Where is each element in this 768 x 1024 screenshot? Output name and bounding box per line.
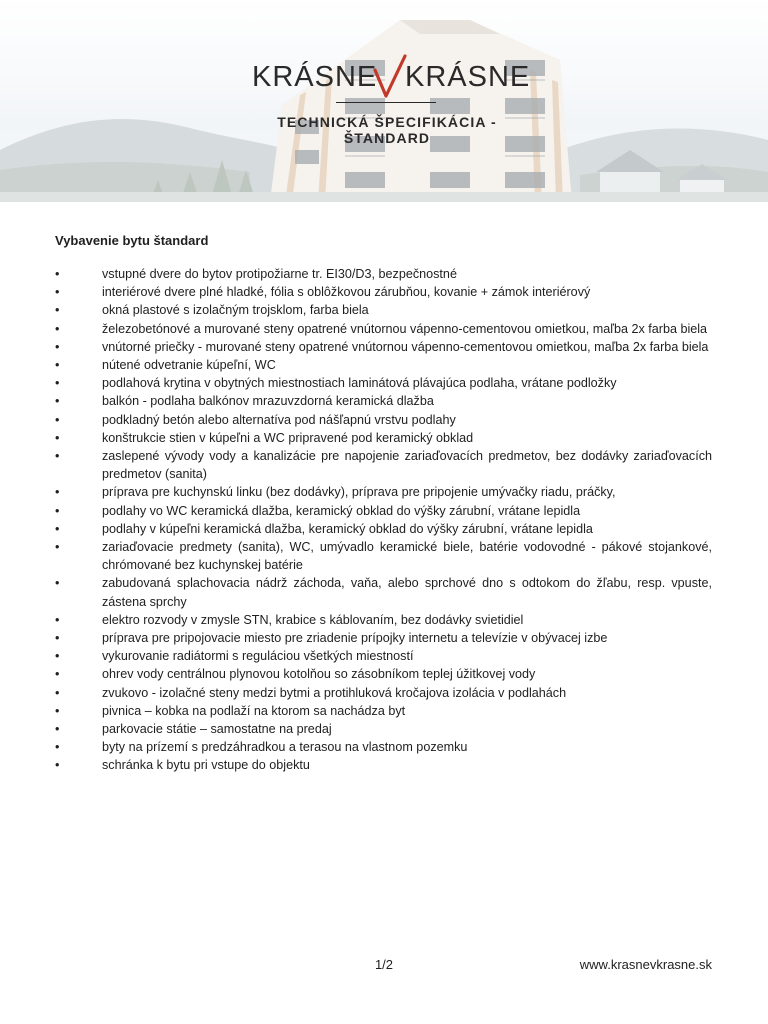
list-item-text: elektro rozvody v zmysle STN, krabice s káblovaním, bez dodávky svietidiel xyxy=(102,612,524,627)
list-item-text: podlahy v kúpeľni keramická dlažba, keramický obklad do výšky zárubní, vrátane lepidla xyxy=(102,521,593,536)
bullet-icon: • xyxy=(55,503,60,518)
bullet-icon: • xyxy=(55,649,60,664)
list-item xyxy=(55,374,712,392)
list-item xyxy=(55,265,712,283)
list-item-text: pivnica – kobka na podlaží na ktorom sa nachádza byt xyxy=(102,703,406,718)
list-item-text: konštrukcie stien v kúpeľni a WC pripravené pod keramický obklad xyxy=(102,430,474,445)
spec-section xyxy=(55,232,712,775)
list-item-text: príprava pre pripojovacie miesto pre zriadenie prípojky internetu a televízie v obývacej izbe xyxy=(102,631,608,646)
list-item xyxy=(55,447,712,483)
list-item-text: zariaďovacie predmety (sanita), WC, umývadlo keramické biele, batérie vodovodné - pákové stojankové, chrómované bez kuchynskej batérie xyxy=(102,540,712,573)
bullet-icon: • xyxy=(55,576,60,591)
bullet-icon: • xyxy=(55,540,60,555)
list-item-text: okná plastové s izolačným trojsklom, farba biela xyxy=(102,303,369,318)
list-item-text: príprava pre kuchynskú linku (bez dodávky), príprava pre pripojenie umývačky riadu, práčky, xyxy=(102,485,616,500)
bullet-icon: • xyxy=(55,667,60,682)
list-item-text: nútené odvetranie kúpeľní, WC xyxy=(102,358,276,373)
list-item xyxy=(55,665,712,683)
bullet-icon: • xyxy=(55,722,60,737)
list-item xyxy=(55,301,712,319)
list-item-text: parkovacie státie – samostatne na predaj xyxy=(102,722,332,737)
bullet-icon: • xyxy=(55,703,60,718)
list-item-text: podlahy vo WC keramická dlažba, keramický obklad do výšky zárubní, vrátane lepidla xyxy=(102,503,581,518)
document-subtitle: TECHNICKÁ ŠPECIFIKÁCIA - ŠTANDARD xyxy=(277,114,497,146)
spec-list xyxy=(55,265,712,775)
bullet-icon: • xyxy=(55,758,60,773)
bullet-icon: • xyxy=(55,376,60,391)
list-item-text: železobetónové a murované steny opatrené vnútornou vápenno-cementovou omietkou, maľba 2x farba biela xyxy=(102,321,708,336)
bullet-icon: • xyxy=(55,321,60,336)
list-item-text: vstupné dvere do bytov protipožiarne tr. EI30/D3, bezpečnostné xyxy=(102,267,457,281)
list-item xyxy=(55,756,712,774)
bullet-icon: • xyxy=(55,612,60,627)
list-item-text: podkladný betón alebo alternatíva pod nášľapnú vrstvu podlahy xyxy=(102,412,456,427)
bullet-icon: • xyxy=(55,685,60,700)
list-item xyxy=(55,611,712,629)
list-item-text: zabudovaná splachovacia nádrž záchoda, vaňa, alebo sprchové dno s odtokom do žľabu, resp. vpuste, zástena sprchy xyxy=(102,576,712,609)
bullet-icon: • xyxy=(55,521,60,536)
list-item-text: podlahová krytina v obytných miestnostiach laminátová plávajúca podlaha, vrátane podložky xyxy=(102,376,617,391)
list-item xyxy=(55,411,712,429)
page-number: 1/2 xyxy=(374,957,394,972)
list-item-text: zvukovo - izolačné steny medzi bytmi a protihluková kročajova izolácia v podlahách xyxy=(102,685,567,700)
header-banner xyxy=(0,0,768,202)
bullet-icon: • xyxy=(55,339,60,354)
list-item xyxy=(55,520,712,538)
list-item xyxy=(55,429,712,447)
bullet-icon: • xyxy=(55,412,60,427)
v-checkmark-icon xyxy=(372,54,408,100)
list-item-text: byty na prízemí s predzáhradkou a terasou na vlastnom pozemku xyxy=(102,740,468,755)
bullet-icon: • xyxy=(55,267,60,281)
list-item xyxy=(55,320,712,338)
bullet-icon: • xyxy=(55,303,60,318)
brand-logo xyxy=(252,56,531,146)
list-item-text: schránka k bytu pri vstupe do objektu xyxy=(102,758,310,773)
list-item xyxy=(55,338,712,356)
brand-word-right: KRÁSNE xyxy=(405,61,531,93)
list-item xyxy=(55,629,712,647)
bullet-icon: • xyxy=(55,449,60,464)
bullet-icon: • xyxy=(55,740,60,755)
bullet-icon: • xyxy=(55,631,60,646)
brand-divider xyxy=(336,102,436,103)
list-item xyxy=(55,356,712,374)
bullet-icon: • xyxy=(55,485,60,500)
list-item xyxy=(55,502,712,520)
list-item xyxy=(55,392,712,410)
bullet-icon: • xyxy=(55,430,60,445)
section-title: Vybavenie bytu štandard xyxy=(55,233,209,248)
list-item-text: ohrev vody centrálnou plynovou kotolňou so zásobníkom teplej úžitkovej vody xyxy=(102,667,536,682)
list-item xyxy=(55,538,712,574)
list-item xyxy=(55,283,712,301)
list-item-text: vykurovanie radiátormi s reguláciou všetkých miestností xyxy=(102,649,414,664)
list-item xyxy=(55,702,712,720)
list-item xyxy=(55,574,712,610)
brand-word-left: KRÁSNE xyxy=(252,61,378,93)
bullet-icon: • xyxy=(55,285,60,300)
list-item xyxy=(55,483,712,501)
list-item-text: balkón - podlaha balkónov mrazuvzdorná keramická dlažba xyxy=(102,394,434,409)
website-link[interactable]: www.krasnevkrasne.sk xyxy=(579,957,712,972)
list-item-text: vnútorné priečky - murované steny opatrené vnútornou vápenno-cementovou omietkou, maľba 2x farba biela xyxy=(102,339,709,354)
list-item xyxy=(55,684,712,702)
list-item-text: zaslepené vývody vody a kanalizácie pre napojenie zariaďovacích predmetov, bez dodávky zariaďovacích predmetov (sanita) xyxy=(102,449,712,482)
bullet-icon: • xyxy=(55,358,60,373)
list-item-text: interiérové dvere plné hladké, fólia s oblôžkovou zárubňou, kovanie + zámok interiérový xyxy=(102,285,591,300)
list-item xyxy=(55,738,712,756)
list-item xyxy=(55,647,712,665)
list-item xyxy=(55,720,712,738)
bullet-icon: • xyxy=(55,394,60,409)
